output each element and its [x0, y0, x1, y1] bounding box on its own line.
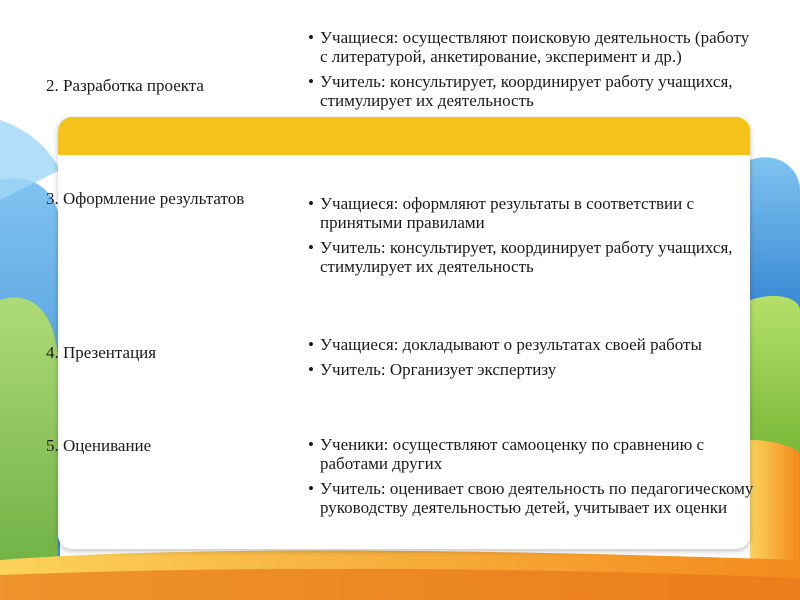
stage-label: 5. Оценивание — [46, 436, 152, 455]
stage-items — [308, 194, 758, 282]
stage-label: 3. Оформление результатов — [46, 189, 245, 208]
list-item: • Учащиеся: осуществляют поисковую деятельность (работу с литературой, анкетирование, эксперимент и др.) — [308, 28, 758, 66]
list-item: • Ученики: осуществляют самооценку по сравнению с работами других — [308, 435, 758, 473]
list-item: • Учащиеся: оформляют результаты в соответствии с принятыми правилами — [308, 194, 758, 232]
list-item: • Учитель: консультирует, координирует работу учащихся, стимулирует их деятельность — [308, 72, 758, 110]
list-item: • Учащиеся: докладывают о результатах своей работы — [308, 335, 758, 354]
list-item: • Учитель: Организует экспертизу — [308, 360, 758, 379]
list-item: • Учитель: оценивает свою деятельность по педагогическому руководству деятельностью детей, учитывает их оценки — [308, 479, 758, 517]
stage-items — [308, 335, 758, 385]
stage-items — [308, 28, 758, 116]
stage-label: 4. Презентация — [46, 343, 157, 362]
card-header-band — [58, 117, 750, 155]
stage-items — [308, 435, 758, 523]
stage-label: 2. Разработка проекта — [46, 76, 204, 95]
list-item: • Учитель: консультирует, координирует работу учащихся, стимулирует их деятельность — [308, 238, 758, 276]
